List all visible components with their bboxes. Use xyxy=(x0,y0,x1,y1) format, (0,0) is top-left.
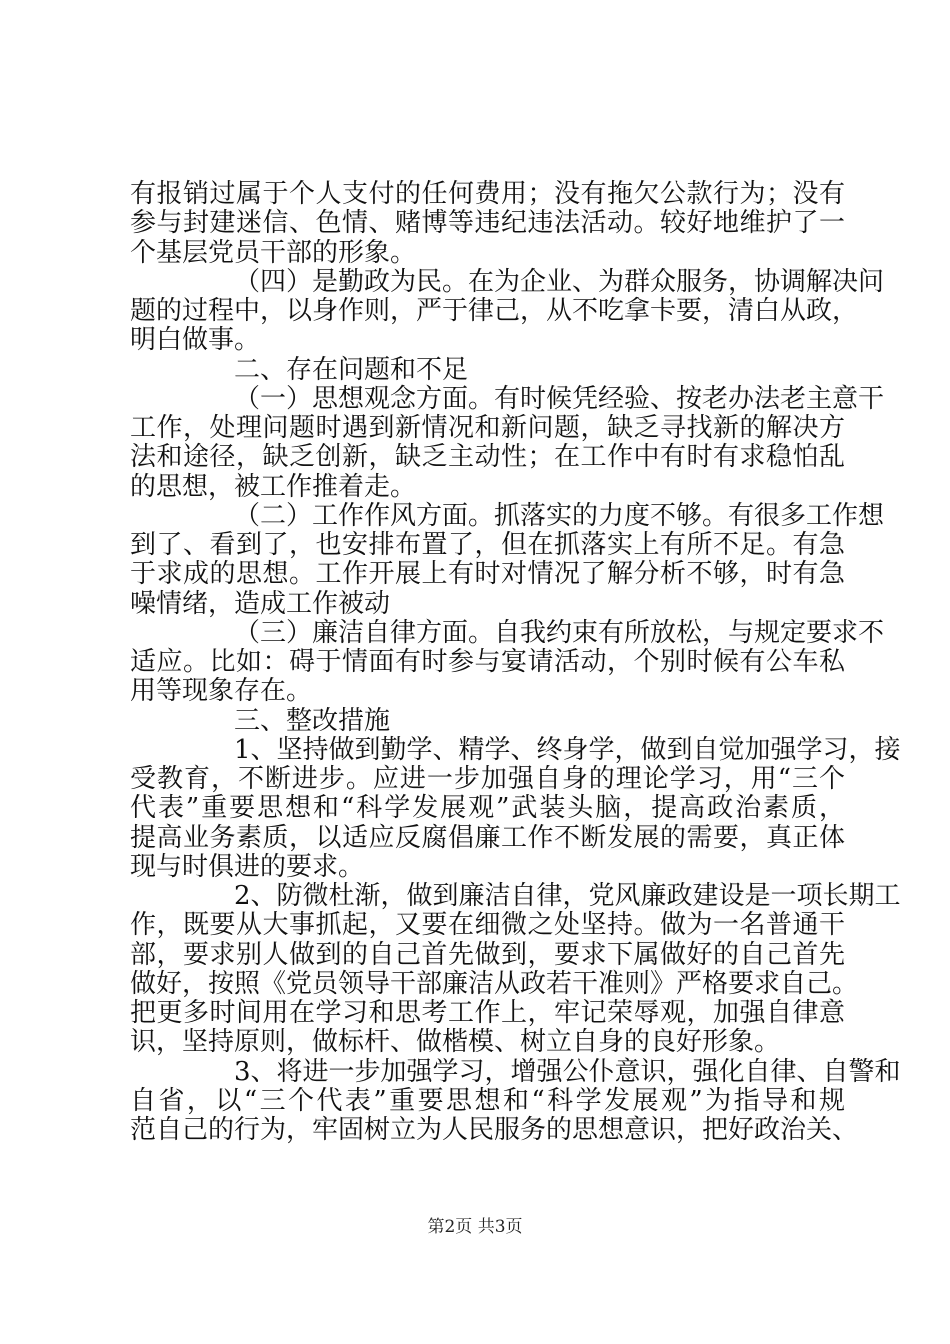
text-line: 个基层党员干部的形象。 xyxy=(130,237,417,268)
text-line: 识，坚持原则，做标杆、做楷模、树立自身的良好形象。 xyxy=(130,1027,781,1058)
text-line: 用等现象存在。 xyxy=(130,676,313,707)
text-line: 法和途径，缺乏创新，缺乏主动性；在工作中有时有求稳怕乱 xyxy=(130,442,845,473)
text-line: 2、防微杜渐，做到廉洁自律，党风廉政建设是一项长期工 xyxy=(234,881,901,911)
text-line: 题的过程中，以身作则，严于律己，从不吃拿卡要，清白从政， xyxy=(130,296,859,326)
text-line: 范自己的行为，牢固树立为人民服务的思想意识，把好政治关、 xyxy=(130,1115,859,1145)
text-line: （三）廉洁自律方面。自我约束有所放松，与规定要求不 xyxy=(234,617,885,648)
text-line: 3、将进一步加强学习，增强公仆意识，强化自律、自警和 xyxy=(234,1056,901,1087)
text-line: 1、坚持做到勤学、精学、终身学，做到自觉加强学习，接 xyxy=(234,734,901,765)
document-body xyxy=(130,179,901,1145)
text-line: 工作，处理问题时遇到新情况和新问题，缺乏寻找新的解决方 xyxy=(130,413,845,443)
text-line: （一）思想观念方面。有时候凭经验、按老办法老主意干 xyxy=(234,383,885,414)
text-line: 噪情绪，造成工作被动 xyxy=(130,588,391,619)
text-line: （四）是勤政为民。在为企业、为群众服务，协调解决问 xyxy=(234,266,885,297)
text-line: 适应。比如：碍于情面有时参与宴请活动，个别时候有公车私 xyxy=(130,647,845,677)
section-heading: 三、整改措施 xyxy=(234,705,391,736)
text-line: 代表”重要思想和“科学发展观”武装头脑，提高政治素质， xyxy=(130,793,845,824)
text-line: 明白做事。 xyxy=(130,325,261,356)
text-line: （二）工作作风方面。抓落实的力度不够。有很多工作想 xyxy=(234,500,885,531)
text-line: 到了、看到了，也安排布置了，但在抓落实上有所不足。有急 xyxy=(130,530,845,560)
text-line: 把更多时间用在学习和思考工作上，牢记荣辱观，加强自律意 xyxy=(130,998,845,1028)
text-line: 做好，按照《党员领导干部廉洁从政若干准则》严格要求自己。 xyxy=(130,968,859,999)
text-line: 自省，以“三个代表”重要思想和“科学发展观”为指导和规 xyxy=(130,1085,845,1116)
text-line: 作，既要从大事抓起，又要在细微之处坚持。做为一名普通干 xyxy=(130,910,845,941)
text-line: 的思想，被工作推着走。 xyxy=(130,471,417,502)
text-line: 于求成的思想。工作开展上有时对情况了解分析不够，时有急 xyxy=(130,559,845,590)
text-line: 受教育，不断进步。应进一步加强自身的理论学习，用“三个 xyxy=(130,764,845,794)
text-line: 部，要求别人做到的自己首先做到，要求下属做好的自己首先 xyxy=(130,939,845,970)
page-footer: 第2页 共3页 xyxy=(427,1217,523,1237)
section-heading: 二、存在问题和不足 xyxy=(234,354,469,385)
text-line: 参与封建迷信、色情、赌博等违纪违法活动。较好地维护了一 xyxy=(130,208,845,239)
text-line: 有报销过属于个人支付的任何费用；没有拖欠公款行为；没有 xyxy=(130,179,845,209)
text-line: 提高业务素质，以适应反腐倡廉工作不断发展的需要，真正体 xyxy=(130,822,845,853)
text-line: 现与时俱进的要求。 xyxy=(130,851,365,882)
